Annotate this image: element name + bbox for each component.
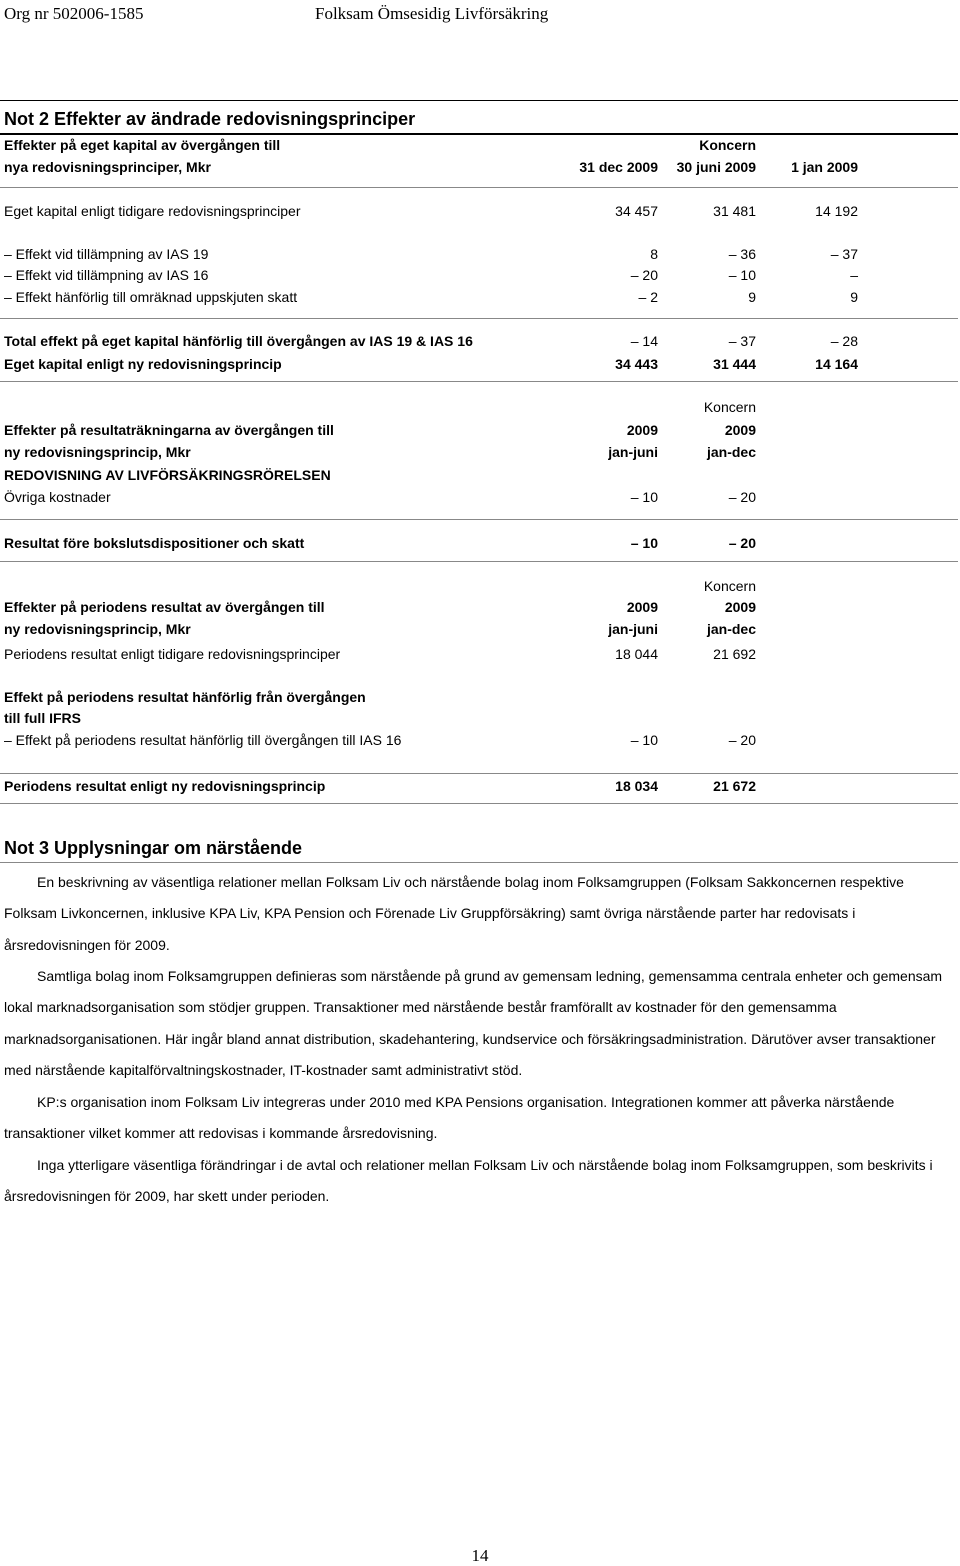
- table-cell: 14 192: [815, 203, 858, 219]
- income-heading-line2: ny redovisningsprincip, Mkr: [4, 444, 191, 460]
- period-subheading-line2: till full IFRS: [4, 710, 81, 726]
- table-cell: – 20: [728, 535, 756, 551]
- table-cell: – 20: [630, 267, 658, 283]
- paragraph: Inga ytterligare väsentliga förändringar i de avtal och relationer mellan Folksam Liv och närstående bolag inom Folksamgruppen, som beskrivits i årsredovisningen för 2009, har skett under perioden.: [4, 1157, 933, 1205]
- income-group-label: Koncern: [703, 399, 756, 415]
- table-cell: – 36: [728, 246, 756, 262]
- table-row-label: – Effekt vid tillämpning av IAS 19: [4, 246, 209, 262]
- table-cell: 18 044: [615, 646, 658, 662]
- equity-col-header: 31 dec 2009: [579, 159, 658, 175]
- table-cell: – 10: [630, 535, 658, 551]
- table-cell: – 10: [630, 489, 658, 505]
- period-subheading-line1: Effekt på periodens resultat hänförlig från övergången: [4, 689, 366, 705]
- divider: [0, 100, 958, 101]
- income-col-year: 2009: [626, 422, 658, 438]
- table-cell: – 10: [728, 267, 756, 283]
- period-heading-line1: Effekter på periodens resultat av övergången till: [4, 599, 325, 615]
- paragraph: En beskrivning av väsentliga relationer mellan Folksam Liv och närstående bolag inom Folksamgruppen (Folksam Sakkoncernen respektive Folksam Livkoncernen, inklusive KPA Liv, KPA Pension och Förenade Liv Gruppförsäkring) samt övriga närstående parter har redovisats i årsredovisningen för 2009.: [4, 874, 904, 953]
- period-heading-line2: ny redovisningsprincip, Mkr: [4, 621, 191, 637]
- table-row-label: – Effekt hänförlig till omräknad uppskjuten skatt: [4, 289, 298, 305]
- table-cell: 21 692: [713, 646, 756, 662]
- table-cell: – 20: [728, 732, 756, 748]
- income-section-label: REDOVISNING AV LIVFÖRSÄKRINGSRÖRELSEN: [4, 467, 331, 483]
- period-col-year: 2009: [626, 599, 658, 615]
- table-row-label: – Effekt vid tillämpning av IAS 16: [4, 267, 209, 283]
- table-cell: – 2: [638, 289, 658, 305]
- page-number: 14: [471, 1546, 489, 1565]
- period-col-period: jan-dec: [706, 621, 756, 637]
- table-cell: – 28: [830, 333, 858, 349]
- table-row-label: Resultat före bokslutsdispositioner och skatt: [4, 535, 305, 551]
- note2-title: Not 2 Effekter av ändrade redovisningsprinciper: [4, 109, 416, 129]
- divider: [0, 133, 958, 135]
- table-cell: 14 164: [815, 356, 858, 372]
- income-col-year: 2009: [724, 422, 756, 438]
- divider: [0, 187, 958, 188]
- income-col-period: jan-dec: [706, 444, 756, 460]
- paragraph: Samtliga bolag inom Folksamgruppen definieras som närstående på grund av gemensam ledning, gemensamma centrala enheter och gemensam lokal marknadsorganisation som stödjer gruppen. Transaktioner med närstående består framförallt av kostnader för den gemensamma marknadsorganisationen. Här ingår bland annat distribution, skadehantering, kundservice och försäkringsadministration. Därutöver avser transaktioner med närstående kapitalförvaltningskostnader, IT-kostnader samt administrativt stöd.: [4, 968, 943, 1079]
- table-cell: – 20: [728, 489, 756, 505]
- table-cell: – 37: [830, 246, 858, 262]
- table-cell: 9: [850, 289, 858, 305]
- table-cell: 8: [650, 246, 658, 262]
- paragraph: KP:s organisation inom Folksam Liv integreras under 2010 med KPA Pensions organisation. Integrationen kommer att påverka närstående transaktioner vilket kommer att redovisas i kommande årsredovisning.: [4, 1094, 895, 1142]
- divider: [0, 519, 958, 520]
- table-row-label: Eget kapital enligt ny redovisningsprincip: [4, 356, 282, 372]
- table-cell: 9: [748, 289, 756, 305]
- divider: [0, 318, 958, 319]
- table-cell: – 10: [630, 732, 658, 748]
- org-number: Org nr 502006-1585: [4, 4, 144, 23]
- income-heading-line1: Effekter på resultaträkningarna av övergången till: [4, 422, 334, 438]
- income-col-period: jan-juni: [608, 444, 658, 460]
- divider: [0, 561, 958, 562]
- period-col-year: 2009: [724, 599, 756, 615]
- divider: [0, 381, 958, 382]
- table-row-label: Total effekt på eget kapital hänförlig till övergången av IAS 19 & IAS 16: [4, 333, 473, 349]
- table-cell: – 14: [630, 333, 658, 349]
- divider: [0, 803, 958, 804]
- table-cell: 34 457: [615, 203, 658, 219]
- equity-col-header: 30 juni 2009: [676, 159, 756, 175]
- table-cell: 34 443: [615, 356, 658, 372]
- equity-heading-line1: Effekter på eget kapital av övergången till: [4, 137, 281, 153]
- divider: [0, 773, 958, 774]
- table-row-label: – Effekt på periodens resultat hänförlig till övergången till IAS 16: [4, 732, 402, 748]
- divider: [0, 862, 958, 863]
- table-row-label: Periodens resultat enligt tidigare redovisningsprinciper: [4, 646, 341, 662]
- table-cell: – 37: [728, 333, 756, 349]
- table-row-label: Periodens resultat enligt ny redovisningsprincip: [4, 778, 326, 794]
- table-cell: 21 672: [713, 778, 756, 794]
- period-col-period: jan-juni: [608, 621, 658, 637]
- equity-col-header: 1 jan 2009: [791, 159, 858, 175]
- period-group-label: Koncern: [703, 578, 756, 594]
- table-cell: 18 034: [615, 778, 658, 794]
- table-cell: 31 444: [713, 356, 756, 372]
- table-cell: –: [850, 267, 858, 283]
- company-name: Folksam Ömsesidig Livförsäkring: [315, 4, 549, 23]
- note3-title: Not 3 Upplysningar om närstående: [4, 838, 303, 858]
- table-row-label: Övriga kostnader: [4, 489, 111, 505]
- equity-heading-line2: nya redovisningsprinciper, Mkr: [4, 159, 211, 175]
- table-row-label: Eget kapital enligt tidigare redovisningsprinciper: [4, 203, 301, 219]
- table-cell: 31 481: [713, 203, 756, 219]
- equity-group-label: Koncern: [699, 137, 756, 153]
